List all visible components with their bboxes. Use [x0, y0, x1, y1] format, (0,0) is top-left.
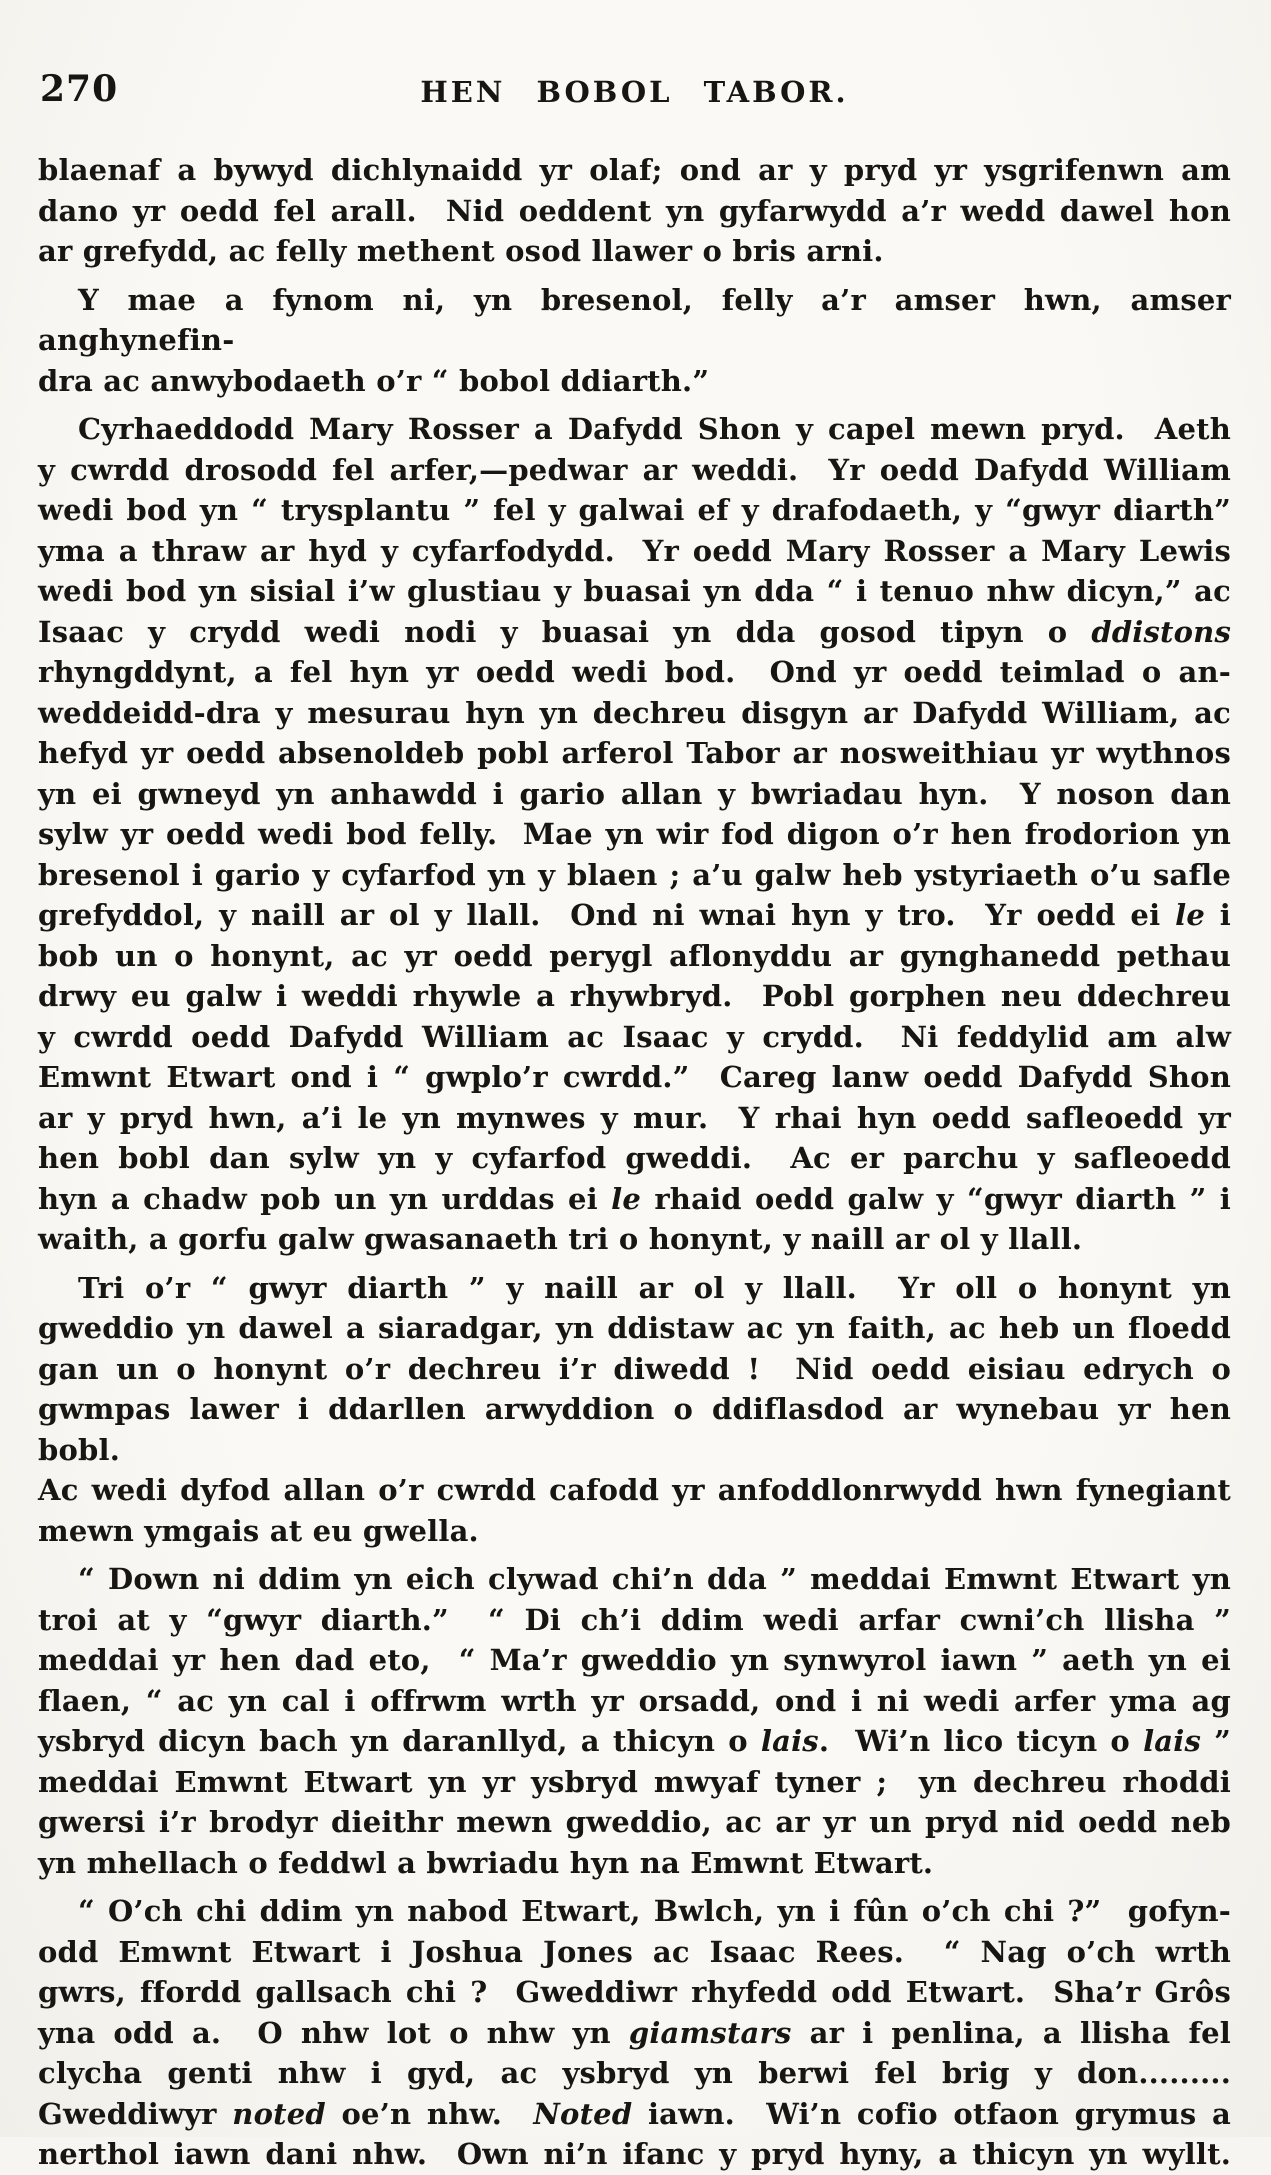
- text-line: Emwnt Etwart ond i “ gwplo’r cwrdd.” Careg lanw oedd Dafydd Shon: [38, 1060, 1231, 1094]
- text-line: y cwrdd oedd Dafydd William ac Isaac y crydd. Ni feddylid am alw: [38, 1019, 1231, 1054]
- text-line: blaenaf a bywyd dichlynaidd yr olaf; ond ar y pryd yr ysgrifenwn am: [38, 153, 1231, 187]
- text-line: hen bobl dan sylw yn y cyfarfod gweddi. Ac er parchu y safleoedd: [38, 1141, 1231, 1175]
- paragraph: [38, 150, 1231, 272]
- text-line: bresenol i gario y cyfarfod yn y blaen ; a’u galw heb ystyriaeth o’u safle: [38, 857, 1231, 892]
- text-line: Tri o’r “ gwyr diarth ” y naill ar ol y llall. Yr oll o honynt yn: [78, 1270, 1231, 1305]
- text-line: hyn a chadw pob un yn urddas ei le rhaid oedd galw y “gwyr diarth ” i: [38, 1181, 1231, 1216]
- text-line: gwersi i’r brodyr dieithr mewn gweddio, ac ar yr un pryd nid oedd neb: [38, 1805, 1231, 1839]
- page-number: 270: [40, 68, 119, 110]
- text-line: drwy eu galw i weddi rhywle a rhywbryd. Pobl gorphen neu ddechreu: [38, 979, 1231, 1013]
- text-line: gwrs, ffordd gallsach chi ? Gweddiwr rhyfedd odd Etwart. Sha’r Grôs: [38, 1975, 1231, 2009]
- text-line: gan un o honynt o’r dechreu i’r diwedd ! Nid oedd eisiau edrych o: [38, 1351, 1231, 1386]
- text-line: ysbryd dicyn bach yn daranllyd, a thicyn o lais. Wi’n lico ticyn o lais ”: [38, 1724, 1231, 1758]
- text-line: ar y pryd hwn, a’i le yn mynwes y mur. Y rhai hyn oedd safleoedd yr: [38, 1100, 1231, 1135]
- text-line: yn mhellach o feddwl a bwriadu hyn na Emwnt Etwart.: [38, 1845, 934, 1880]
- text-line: mewn ymgais at eu gwella.: [38, 1513, 479, 1548]
- text-line: waith, a gorfu galw gwasanaeth tri o honynt, y naill ar ol y llall.: [38, 1222, 1083, 1256]
- text-line: weddeidd-dra y mesurau hyn yn dechreu disgyn ar Dafydd William, ac: [38, 695, 1231, 730]
- text-line: meddai Emwnt Etwart yn yr ysbryd mwyaf tyner ; yn dechreu rhoddi: [38, 1764, 1231, 1799]
- text-line: wedi bod yn “ trysplantu ” fel y galwai ef y drafodaeth, y “gwyr diarth”: [38, 493, 1231, 527]
- text-line: bob un o honynt, ac yr oedd perygl aflonyddu ar gynghanedd pethau: [38, 938, 1231, 973]
- text-line: clycha genti nhw i gyd, ac ysbryd yn berwi fel brig y don.........: [38, 2056, 1231, 2090]
- text-line: Gweddiwyr noted oe’n nhw. Noted iawn. Wi’n cofio otfaon grymus a: [38, 2096, 1231, 2131]
- text-line: yma a thraw ar hyd y cyfarfodydd. Yr oedd Mary Rosser a Mary Lewis: [38, 533, 1231, 568]
- paragraph: [38, 1268, 1242, 1552]
- text-line: sylw yr oedd wedi bod felly. Mae yn wir fod digon o’r hen frodorion yn: [38, 817, 1231, 851]
- text-line: troi at y “gwyr diarth.” “ Di ch’i ddim wedi arfar cwni’ch llisha ”: [38, 1602, 1231, 1637]
- text-line: Ac wedi dyfod allan o’r cwrdd cafodd yr anfoddlonrwydd hwn fynegiant: [38, 1473, 1231, 1507]
- text-line: “ Down ni ddim yn eich clywad chi’n dda ” meddai Emwnt Etwart yn: [78, 1562, 1231, 1596]
- text-line: yna odd a. O nhw lot o nhw yn giamstars ar i penlina, a llisha fel: [38, 2015, 1231, 2050]
- text-line: gweddio yn dawel a siaradgar, yn ddistaw ac yn faith, ac heb un floedd: [38, 1311, 1231, 1345]
- running-head: HEN BOBOL TABOR.: [420, 75, 849, 109]
- text-line: meddai yr hen dad eto, “ Ma’r gweddio yn synwyrol iawn ” aeth yn ei: [38, 1643, 1231, 1677]
- page-body-text: [38, 150, 1242, 2175]
- paragraph: [38, 1559, 1231, 1883]
- text-line: gwmpas lawer i ddarllen arwyddion o ddiflasdod ar wynebau yr hen bobl.: [38, 1392, 1242, 1467]
- text-line: ar grefydd, ac felly methent osod llawer o bris arni.: [38, 234, 884, 268]
- text-line: grefyddol, y naill ar ol y llall. Ond ni wnai hyn y tro. Yr oedd ei le i: [38, 898, 1232, 932]
- text-line: dra ac anwybodaeth o’r “ bobol ddiarth.”: [38, 363, 710, 398]
- text-line: “ O’ch chi ddim yn nabod Etwart, Bwlch, yn i fûn o’ch chi ?” gofyn-: [78, 1894, 1231, 1928]
- text-line: Isaac y crydd wedi nodi y buasai yn dda gosod tipyn o ddistons: [38, 614, 1231, 649]
- text-line: dano yr oedd fel arall. Nid oeddent yn gyfarwydd a’r wedd dawel hon: [38, 193, 1231, 228]
- paragraph: [38, 1891, 1231, 2175]
- text-line: nerthol iawn dani nhw. Own ni’n ifanc y pryd hyny, a thicyn yn wyllt.: [38, 2137, 1231, 2171]
- text-line: y cwrdd drosodd fel arfer,—pedwar ar weddi. Yr oedd Dafydd William: [38, 452, 1231, 487]
- text-line: Y mae a fynom ni, yn bresenol, felly a’r amser hwn, amser anghynefin-: [38, 282, 1242, 357]
- paragraph: [38, 280, 1242, 402]
- text-line: wedi bod yn sisial i’w glustiau y buasai yn dda “ i tenuo nhw dicyn,” ac: [38, 574, 1231, 608]
- text-line: yn ei gwneyd yn anhawdd i gario allan y bwriadau hyn. Y noson dan: [38, 776, 1231, 811]
- text-line: Cyrhaeddodd Mary Rosser a Dafydd Shon y capel mewn pryd. Aeth: [78, 412, 1231, 446]
- text-line: flaen, “ ac yn cal i offrwm wrth yr orsadd, ond i ni wedi arfer yma ag: [38, 1683, 1231, 1718]
- text-line: rhyngddynt, a fel hyn yr oedd wedi bod. Ond yr oedd teimlad o an-: [38, 655, 1231, 689]
- text-line: odd Emwnt Etwart i Joshua Jones ac Isaac Rees. “ Nag o’ch wrth: [38, 1934, 1231, 1969]
- page-header: [40, 66, 1229, 112]
- paragraph: [38, 409, 1231, 1260]
- text-line: hefyd yr oedd absenoldeb pobl arferol Tabor ar nosweithiau yr wythnos: [38, 736, 1231, 770]
